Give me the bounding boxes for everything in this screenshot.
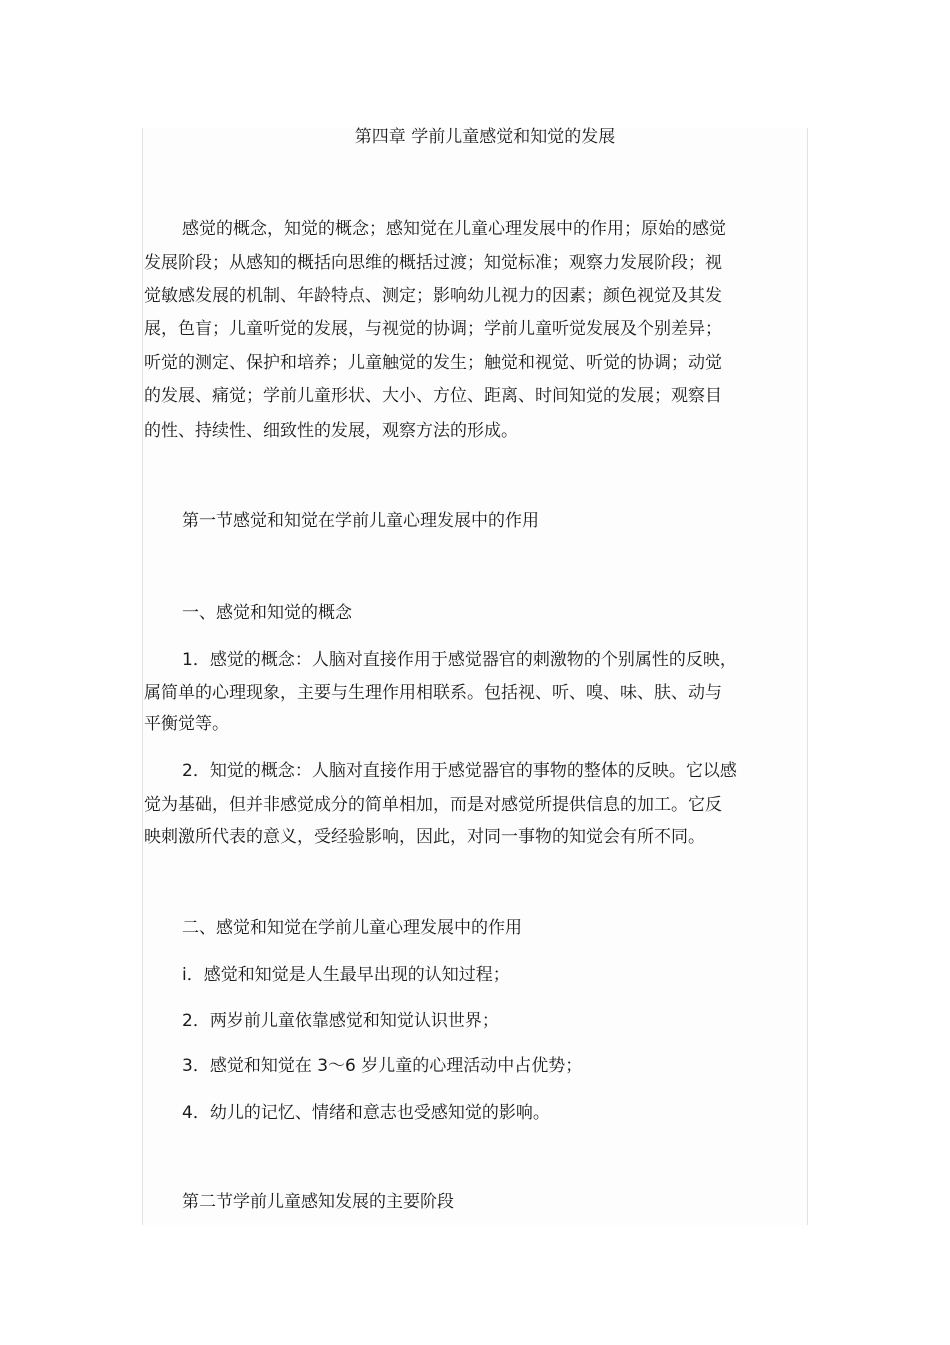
- paragraph-line: 映刺激所代表的意义，受经验影响，因此，对同一事物的知觉会有所不同。: [144, 827, 705, 847]
- paragraph-line: 2．知觉的概念：人脑对直接作用于感觉器官的事物的整体的反映。它以感: [182, 761, 737, 781]
- overview-line: 的性、持续性、细致性的发展，观察方法的形成。: [144, 421, 518, 441]
- overview-line: 展，色盲；儿童听觉的发展，与视觉的协调；学前儿童听觉发展及个别差异；: [144, 319, 722, 339]
- chapter-title: 第四章 学前儿童感觉和知觉的发展: [354, 127, 616, 147]
- paragraph-line: 1．感觉的概念：人脑对直接作用于感觉器官的刺激物的个别属性的反映，: [182, 650, 737, 670]
- overview-line: 感觉的概念，知觉的概念；感知觉在儿童心理发展中的作用；原始的感觉: [182, 219, 726, 239]
- subsection-heading: 一、感觉和知觉的概念: [182, 603, 352, 623]
- overview-line: 觉敏感发展的机制、年龄特点、测定；影响幼儿视力的因素；颜色视觉及其发: [144, 286, 722, 306]
- overview-line: 的发展、痛觉；学前儿童形状、大小、方位、距离、时间知觉的发展；观察目: [144, 386, 722, 406]
- section-heading: 第一节感觉和知觉在学前儿童心理发展中的作用: [182, 511, 539, 531]
- list-item: i．感觉和知觉是人生最早出现的认知过程；: [182, 965, 510, 985]
- list-item: 4．幼儿的记忆、情绪和意志也受感知觉的影响。: [182, 1103, 550, 1123]
- subsection-heading: 二、感觉和知觉在学前儿童心理发展中的作用: [182, 918, 522, 938]
- list-item: 3．感觉和知觉在 3～6 岁儿童的心理活动中占优势；: [182, 1056, 583, 1076]
- paragraph-line: 觉为基础，但并非感觉成分的简单相加，而是对感觉所提供信息的加工。它反: [144, 795, 722, 815]
- section-heading: 第二节学前儿童感知发展的主要阶段: [182, 1192, 454, 1212]
- overview-line: 发展阶段；从感知的概括向思维的概括过渡；知觉标准；观察力发展阶段；视: [144, 253, 722, 273]
- paragraph-line: 属简单的心理现象，主要与生理作用相联系。包括视、听、嗅、味、肤、动与: [144, 683, 722, 703]
- paragraph-line: 平衡觉等。: [144, 714, 229, 734]
- list-item: 2．两岁前儿童依靠感觉和知觉认识世界；: [182, 1011, 499, 1031]
- overview-line: 听觉的测定、保护和培养；儿童触觉的发生；触觉和视觉、听觉的协调；动觉: [144, 353, 722, 373]
